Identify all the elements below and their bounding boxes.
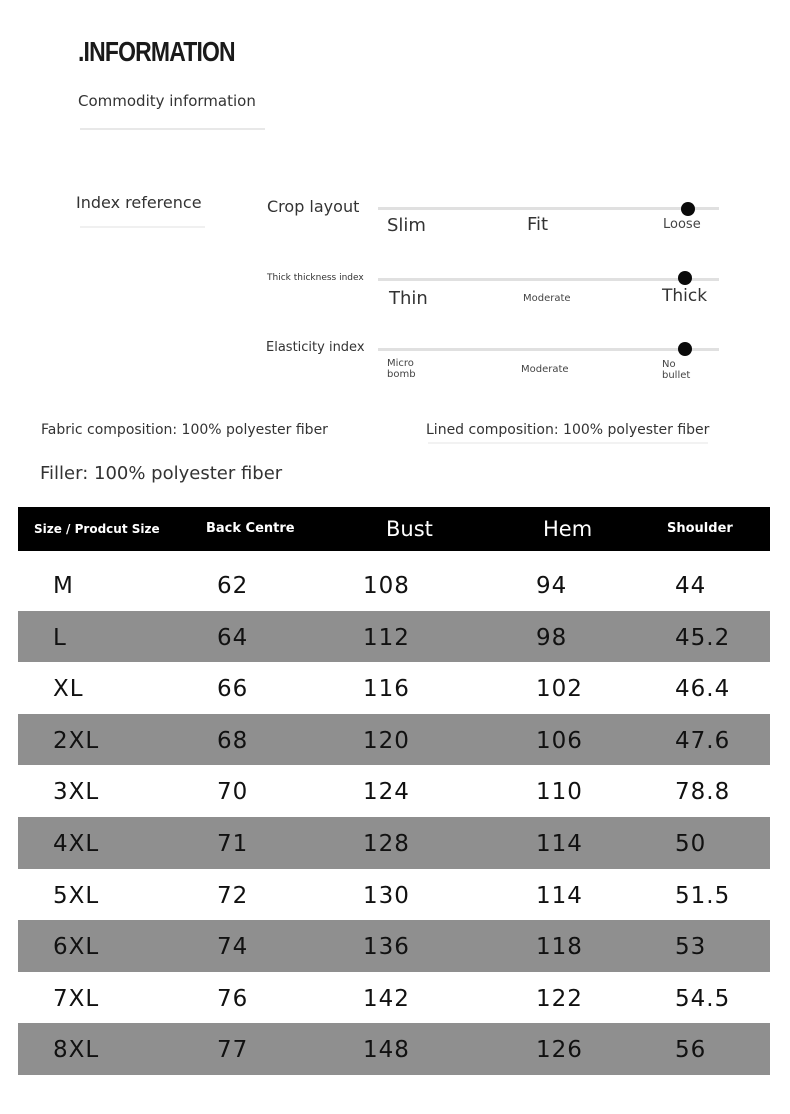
cell-back-centre: 71 (217, 830, 249, 857)
cell-size: 8XL (53, 1037, 100, 1064)
cell-bust: 112 (363, 624, 410, 651)
table-row (18, 869, 770, 921)
divider (80, 226, 205, 228)
cell-size: 6XL (53, 934, 100, 961)
lined-composition: Lined composition: 100% polyester fiber (426, 422, 710, 438)
crop-layout-tick-loose: Loose (663, 217, 701, 232)
crop-layout-label: Crop layout (267, 197, 360, 216)
cell-hem: 126 (536, 1037, 583, 1064)
thickness-track (378, 278, 719, 281)
cell-size: 7XL (53, 985, 100, 1012)
cell-shoulder: 50 (675, 830, 707, 857)
cell-size: 5XL (53, 882, 100, 909)
cell-bust: 108 (363, 573, 410, 599)
fabric-composition: Fabric composition: 100% polyester fiber (41, 422, 328, 438)
filler-composition: Filler: 100% polyester fiber (40, 463, 283, 484)
cell-bust: 142 (363, 985, 410, 1012)
cell-hem: 102 (536, 676, 583, 703)
thickness-index-label: Thick thickness index (267, 273, 364, 283)
size-table-header (18, 507, 770, 551)
elasticity-index-label: Elasticity index (266, 340, 365, 355)
divider (428, 442, 708, 444)
cell-hem: 94 (536, 573, 568, 599)
cell-shoulder: 45.2 (675, 624, 731, 651)
elasticity-track (378, 348, 719, 351)
cell-bust: 130 (363, 882, 410, 909)
table-row (18, 765, 770, 817)
header-shoulder: Shoulder (667, 521, 733, 536)
cell-back-centre: 76 (217, 985, 249, 1012)
table-row (18, 817, 770, 869)
crop-layout-tick-fit: Fit (527, 214, 549, 235)
cell-back-centre: 77 (217, 1037, 249, 1064)
cell-bust: 124 (363, 779, 410, 806)
table-row (18, 662, 770, 714)
cell-size: 4XL (53, 830, 100, 857)
crop-layout-tick-slim: Slim (387, 215, 426, 236)
divider (80, 128, 265, 130)
cell-shoulder: 46.4 (675, 676, 731, 703)
thickness-tick-thin: Thin (389, 288, 428, 309)
header-bust: Bust (386, 517, 433, 541)
cell-bust: 128 (363, 830, 410, 857)
thickness-tick-moderate: Moderate (523, 293, 571, 304)
cell-back-centre: 70 (217, 779, 249, 806)
thickness-knob (678, 271, 692, 285)
cell-hem: 118 (536, 934, 583, 961)
cell-bust: 136 (363, 934, 410, 961)
size-table (18, 507, 770, 1075)
cell-shoulder: 47.6 (675, 727, 731, 754)
elasticity-tick-moderate: Moderate (521, 364, 569, 375)
page-title: .INFORMATION (78, 36, 235, 67)
cell-back-centre: 68 (217, 727, 249, 754)
cell-hem: 110 (536, 779, 583, 806)
table-row (18, 972, 770, 1024)
cell-hem: 114 (536, 882, 583, 909)
crop-layout-track (378, 207, 719, 210)
index-reference-label: Index reference (76, 193, 202, 212)
elasticity-tick-no-bullet: No bullet (662, 359, 691, 381)
commodity-info-subtitle: Commodity information (78, 92, 256, 110)
table-row (18, 611, 770, 663)
table-row (18, 714, 770, 766)
cell-shoulder: 44 (675, 573, 707, 599)
cell-hem: 122 (536, 985, 583, 1012)
elasticity-knob (678, 342, 692, 356)
cell-shoulder: 78.8 (675, 779, 731, 806)
size-table-body (18, 551, 770, 1075)
cell-hem: 106 (536, 727, 583, 754)
cell-size: L (53, 624, 67, 651)
table-row (18, 559, 770, 611)
cell-size: 2XL (53, 727, 100, 754)
cell-size: XL (53, 676, 84, 703)
table-row (18, 920, 770, 972)
cell-hem: 98 (536, 624, 568, 651)
elasticity-tick-micro-bomb: Micro bomb (387, 358, 416, 380)
crop-layout-knob (681, 202, 695, 216)
cell-bust: 148 (363, 1037, 410, 1064)
cell-hem: 114 (536, 830, 583, 857)
thickness-tick-thick: Thick (662, 286, 708, 306)
header-size: Size / Prodcut Size (34, 522, 160, 536)
cell-shoulder: 51.5 (675, 882, 731, 909)
cell-size: 3XL (53, 779, 100, 806)
header-hem: Hem (543, 517, 593, 541)
table-row (18, 1023, 770, 1075)
cell-back-centre: 72 (217, 882, 249, 909)
cell-back-centre: 66 (217, 676, 249, 703)
cell-back-centre: 74 (217, 934, 249, 961)
cell-shoulder: 54.5 (675, 985, 731, 1012)
cell-size: M (53, 573, 74, 599)
cell-shoulder: 56 (675, 1037, 707, 1064)
cell-bust: 116 (363, 676, 410, 703)
cell-back-centre: 64 (217, 624, 249, 651)
header-back-centre: Back Centre (206, 521, 295, 536)
cell-shoulder: 53 (675, 934, 707, 961)
cell-bust: 120 (363, 727, 410, 754)
cell-back-centre: 62 (217, 573, 249, 599)
